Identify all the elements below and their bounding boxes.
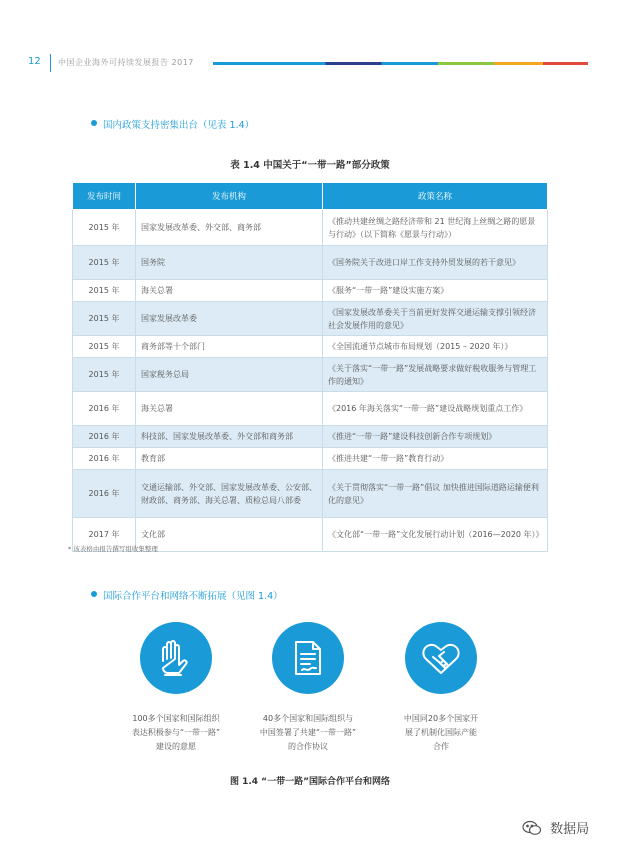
cell-policy: 《推进共建“一带一路”教育行动》 [323, 448, 548, 470]
report-title: 中国企业海外可持续发展报告 2017 [58, 58, 194, 67]
cell-year: 2015 年 [73, 302, 136, 336]
heart-handshake-icon [405, 622, 477, 694]
table-row [73, 302, 548, 336]
caption-line: 中国同20多个国家开 [403, 714, 479, 723]
figure-caption-1 [116, 712, 236, 754]
cell-year: 2015 年 [73, 358, 136, 392]
table-footnote: * 该表格由报告撰写组收集整理 [68, 545, 158, 553]
cell-year: 2015 年 [73, 336, 136, 358]
policy-table [72, 182, 548, 552]
column-header-year: 发布时间 [73, 183, 136, 210]
section-heading-text: 国际合作平台和网络不断拓展（见图 1.4） [103, 591, 283, 602]
cell-year: 2016 年 [73, 392, 136, 426]
signed-document-icon [272, 622, 344, 694]
column-header-policy: 政策名称 [323, 183, 548, 210]
page-number: 12 [28, 56, 41, 67]
cell-policy: 《国家发展改革委关于当前更好发挥交通运输支撑引领经济社会发展作用的意见》 [323, 302, 548, 336]
cell-org: 国家税务总局 [136, 358, 323, 392]
table-row [73, 392, 548, 426]
cell-org: 海关总署 [136, 392, 323, 426]
watermark-text: 数据局 [550, 822, 590, 837]
cell-year: 2016 年 [73, 448, 136, 470]
section-heading-text: 国内政策支持密集出台（见表 1.4） [103, 120, 255, 131]
bullet-dot [91, 591, 97, 597]
cell-policy: 《国务院关于改进口岸工作支持外贸发展的若干意见》 [323, 246, 548, 280]
cell-org: 教育部 [136, 448, 323, 470]
bullet-dot [91, 120, 97, 126]
table-row [73, 426, 548, 448]
header-color-bar [213, 62, 588, 65]
cell-year: 2015 年 [73, 246, 136, 280]
cell-org: 文化部 [136, 518, 323, 552]
watermark [522, 818, 589, 840]
table-row [73, 336, 548, 358]
cell-org: 交通运输部、外交部、国家发展改革委、公安部、财政部、商务部、海关总署、质检总局八部委 [136, 470, 323, 518]
cell-org: 商务部等十个部门 [136, 336, 323, 358]
cell-policy: 《推进“一带一路”建设科技创新合作专项规划》 [323, 426, 548, 448]
wechat-icon [522, 820, 542, 840]
cell-policy: 《关于落实“一带一路”发展战略要求做好税收服务与管理工作的通知》 [323, 358, 548, 392]
cell-org: 海关总署 [136, 280, 323, 302]
table-row [73, 210, 548, 246]
cell-policy: 《2016 年海关落实“一带一路”建设战略规划重点工作》 [323, 392, 548, 426]
cell-year: 2016 年 [73, 426, 136, 448]
table-header-row [73, 183, 548, 210]
cell-year: 2015 年 [73, 210, 136, 246]
cell-org: 国家发展改革委、外交部、商务部 [136, 210, 323, 246]
cell-policy: 《关于贯彻落实“一带一路”倡议 加快推进国际道路运输便利化的意见》 [323, 470, 548, 518]
section-heading-domestic-policy [103, 117, 254, 131]
table-title: 表 1.4 中国关于“一带一路”部分政策 [230, 160, 390, 171]
header-divider [50, 54, 51, 72]
cell-org: 科技部、国家发展改革委、外交部和商务部 [136, 426, 323, 448]
page-header [28, 56, 588, 72]
table-row [73, 280, 548, 302]
caption-line: 合作 [433, 742, 449, 751]
cell-policy: 《推动共建丝绸之路经济带和 21 世纪海上丝绸之路的愿景与行动》（以下简称《愿景与行动》） [323, 210, 548, 246]
caption-line: 表达积极参与“一带一路” [131, 728, 221, 737]
cell-org: 国家发展改革委 [136, 302, 323, 336]
cell-policy: 《服务“一带一路”建设实施方案》 [323, 280, 548, 302]
cell-year: 2016 年 [73, 470, 136, 518]
caption-line: 100多个国家和国际组织 [132, 714, 220, 723]
cell-org: 国务院 [136, 246, 323, 280]
caption-line: 中国签署了共建“一带一路” [259, 728, 357, 737]
table-row [73, 448, 548, 470]
table-row [73, 246, 548, 280]
table-row [73, 358, 548, 392]
column-header-org: 发布机构 [136, 183, 323, 210]
caption-line: 的合作协议 [288, 742, 328, 751]
figure-title: 图 1.4 “一带一路”国际合作平台和网络 [229, 777, 391, 787]
raised-hands-icon [140, 622, 212, 694]
caption-line: 40多个国家和国际组织与 [262, 714, 354, 723]
figure-caption-3 [381, 712, 501, 754]
cell-year: 2017 年 [73, 518, 136, 552]
section-heading-international-cooperation [103, 588, 283, 602]
caption-line: 展了机制化国际产能 [405, 728, 477, 737]
figure-caption-2 [248, 712, 368, 754]
caption-line: 建设的意愿 [156, 742, 196, 751]
cell-year: 2015 年 [73, 280, 136, 302]
cell-policy: 《文化部“一带一路”文化发展行动计划（2016—2020 年）》 [323, 518, 548, 552]
table-row [73, 470, 548, 518]
cell-policy: 《全国流通节点城市布局规划（2015 – 2020 年）》 [323, 336, 548, 358]
